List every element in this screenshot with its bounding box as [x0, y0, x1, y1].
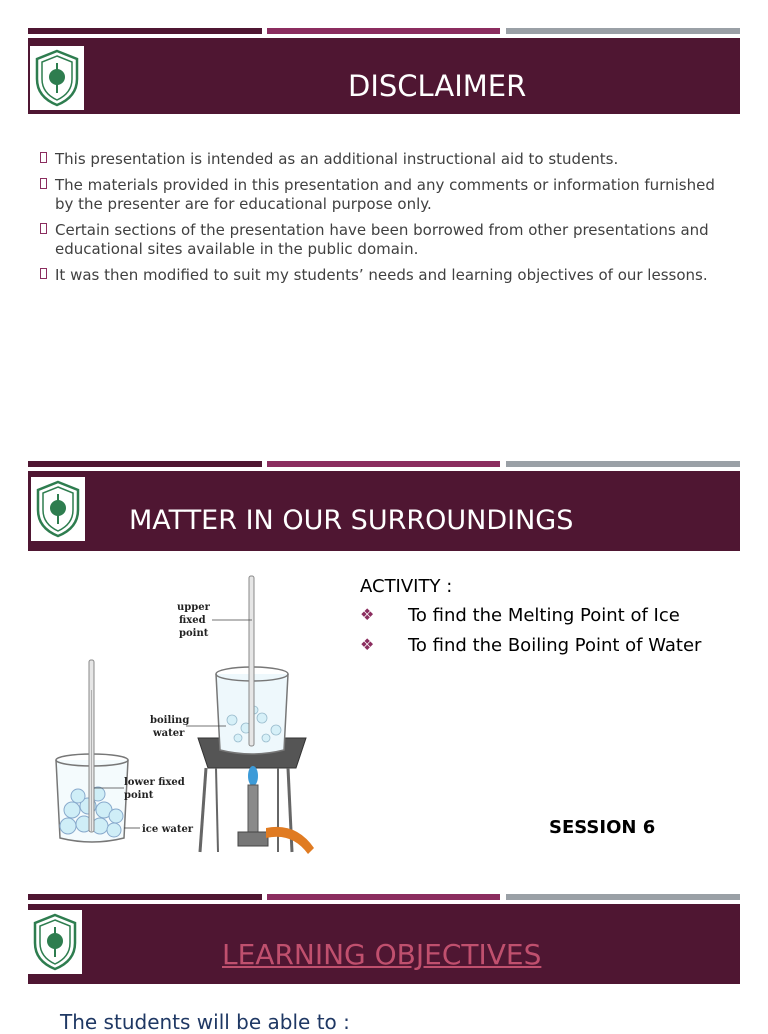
bullet-icon — [40, 268, 47, 279]
slide1-title-banner — [28, 38, 740, 114]
school-logo — [31, 477, 85, 541]
apparatus-diagram — [40, 570, 330, 860]
slide2-title-banner — [28, 471, 740, 551]
slide1-top-bars — [28, 28, 740, 34]
bullet-icon — [40, 178, 47, 189]
list-item: It was then modified to suit my students’ needs and learning objectives of our lessons. — [40, 266, 730, 285]
list-item: ❖ To find the Boiling Point of Water — [360, 635, 702, 656]
label-water: water — [153, 728, 185, 739]
slide1-title: DISCLAIMER — [348, 69, 527, 103]
list-item: The materials provided in this presentation and any comments or information furnished by the presenter are for educational purpose only. — [40, 176, 730, 214]
list-item: This presentation is intended as an additional instructional aid to students. — [40, 150, 730, 169]
school-logo — [28, 910, 82, 974]
slide2-title: MATTER IN OUR SURROUNDINGS — [129, 505, 574, 536]
list-item: Certain sections of the presentation have been borrowed from other presentations and educational sites available in the public domain. — [40, 221, 730, 259]
session-label: SESSION 6 — [549, 817, 656, 838]
slide3-title: LEARNING OBJECTIVES — [222, 938, 542, 971]
list-item: ❖ To find the Melting Point of Ice — [360, 605, 680, 626]
activity-block — [360, 576, 701, 657]
label-ice-water: ice water — [142, 824, 194, 835]
activity-heading: ACTIVITY : — [360, 576, 453, 597]
label-fixed: fixed — [179, 615, 206, 626]
school-logo — [30, 46, 84, 110]
slide2-top-bars — [28, 461, 740, 467]
disclaimer-list — [40, 150, 730, 292]
label-point: point — [179, 628, 209, 639]
bunsen-burner — [238, 766, 314, 854]
bullet-icon — [40, 223, 47, 234]
label-lower-point: point — [124, 790, 154, 801]
bullet-icon — [40, 152, 47, 163]
objectives-intro: The students will be able to : — [60, 1010, 350, 1034]
thermometer-right — [249, 576, 254, 746]
slide3-top-bars — [28, 894, 740, 900]
label-boiling: boiling — [150, 715, 190, 726]
label-lower-fixed: lower fixed — [124, 777, 185, 788]
diamond-bullet-icon: ❖ — [360, 605, 375, 624]
diamond-bullet-icon: ❖ — [360, 635, 375, 654]
label-upper: upper — [177, 602, 210, 613]
